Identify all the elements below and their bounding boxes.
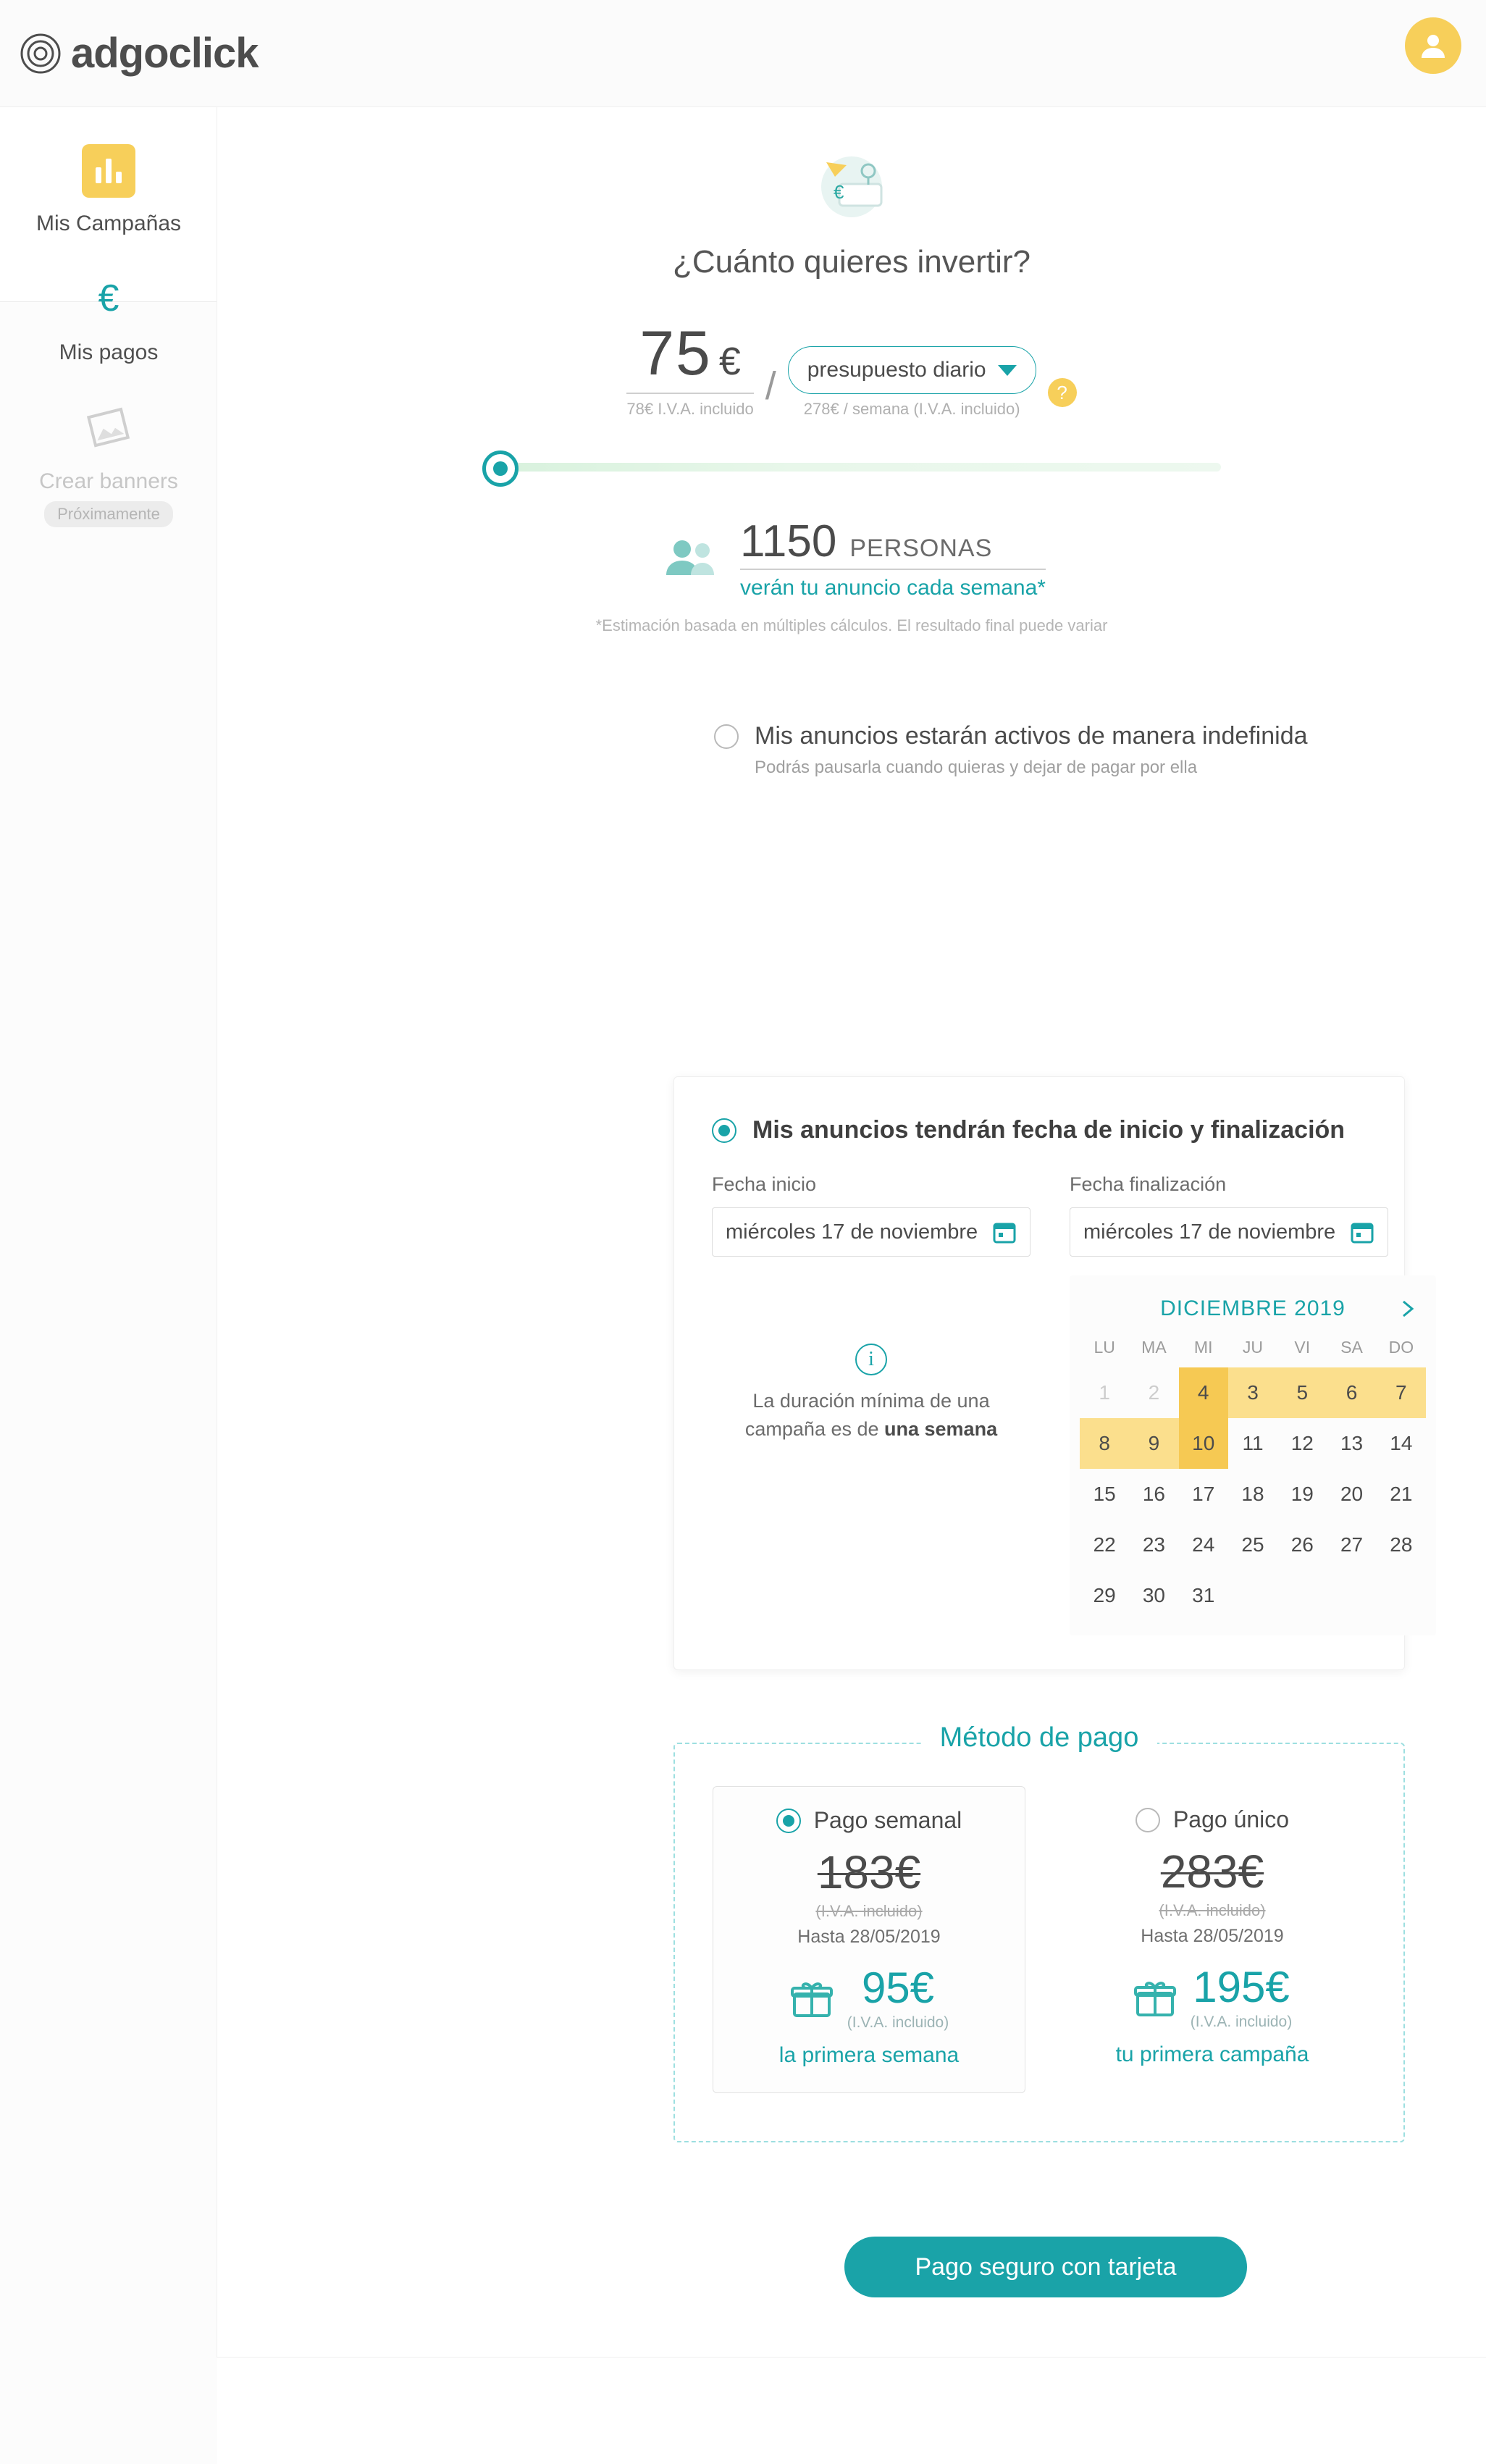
calendar-day[interactable]: 18: [1241, 1483, 1264, 1505]
user-avatar-icon[interactable]: [1405, 17, 1461, 74]
budget-amount-block[interactable]: [626, 318, 753, 419]
calendar-icon[interactable]: [992, 1220, 1017, 1244]
gift-when: tu primera campaña: [1115, 2042, 1309, 2066]
start-date-label: Fecha inicio: [712, 1173, 817, 1195]
calendar-dow: DO: [1388, 1338, 1414, 1357]
duration-note: [712, 1344, 1030, 1443]
reach-number: 1150: [740, 516, 837, 566]
budget-amount[interactable]: 75: [639, 319, 712, 388]
budget-separator: /: [765, 364, 776, 408]
option-dated-label: Mis anuncios tendrán fecha de inicio y finalización: [752, 1116, 1346, 1144]
calendar-day[interactable]: 24: [1192, 1533, 1215, 1556]
start-date-column: [712, 1173, 1030, 1635]
app-header: [0, 0, 1486, 107]
reach-subtitle: verán tu anuncio cada semana*: [740, 576, 1046, 600]
reach-estimate: [217, 516, 1486, 600]
payment-option-weekly[interactable]: [713, 1786, 1025, 2093]
end-date-input[interactable]: [1070, 1207, 1388, 1257]
budget-period-value: presupuesto diario: [807, 358, 986, 382]
banner-image-icon: [0, 395, 217, 462]
calendar-dow: JU: [1242, 1338, 1264, 1357]
calendar-day[interactable]: 26: [1290, 1533, 1314, 1556]
calendar-dow: LU: [1093, 1338, 1115, 1357]
calendar-day[interactable]: 19: [1290, 1483, 1314, 1505]
calendar-day[interactable]: 29: [1093, 1584, 1116, 1606]
money-card-illustration: [783, 107, 920, 225]
payment-price: 283€: [1160, 1845, 1264, 1898]
calendar-day[interactable]: 11: [1242, 1432, 1264, 1454]
calendar-day[interactable]: 9: [1129, 1418, 1178, 1469]
payment-method-title-text: Método de pago: [921, 1722, 1158, 1753]
calendar-day-empty: [1327, 1570, 1376, 1621]
budget-currency: €: [718, 340, 741, 383]
calendar-day[interactable]: 28: [1390, 1533, 1413, 1556]
budget-amount-note: 78€ I.V.A. incluido: [626, 400, 754, 418]
main-content: [217, 107, 1486, 2357]
calendar-day-empty: [1277, 1570, 1327, 1621]
target-rings-icon: [20, 33, 61, 74]
calendar-day[interactable]: 16: [1142, 1483, 1165, 1505]
brand-logo[interactable]: [20, 29, 259, 77]
calendar-day[interactable]: 30: [1142, 1584, 1165, 1606]
budget-row: [217, 318, 1486, 419]
date-picker-calendar: [1070, 1275, 1436, 1635]
calendar-month-title: DICIEMBRE 2019: [1160, 1296, 1346, 1320]
gift-price: 95€: [861, 1964, 935, 2012]
calendar-day[interactable]: 1: [1099, 1381, 1110, 1404]
calendar-dow: SA: [1340, 1338, 1363, 1357]
chevron-down-icon: [998, 365, 1017, 376]
budget-slider[interactable]: [482, 451, 1221, 484]
people-icon: [658, 533, 723, 584]
sidebar-item-label: Mis pagos: [59, 340, 159, 364]
calendar-day[interactable]: 5: [1277, 1367, 1327, 1418]
calendar-day[interactable]: 17: [1192, 1483, 1215, 1505]
reach-word: PERSONAS: [849, 535, 993, 562]
end-date-label: Fecha finalización: [1070, 1173, 1227, 1195]
budget-period-select[interactable]: [788, 346, 1036, 394]
radio-indefinite[interactable]: [714, 724, 739, 749]
calendar-day[interactable]: 20: [1340, 1483, 1364, 1505]
brand-name: adgoclick: [71, 30, 259, 77]
option-indefinite-label: Mis anuncios estarán activos de manera indefinida: [755, 722, 1308, 750]
gift-icon: [789, 1977, 834, 2021]
calendar-day[interactable]: 8: [1080, 1418, 1129, 1469]
end-date-value: miércoles 17 de noviembre: [1083, 1220, 1336, 1244]
calendar-dow: MA: [1141, 1338, 1167, 1357]
payment-option-label: Pago semanal: [813, 1807, 962, 1833]
end-date-column: [1070, 1173, 1436, 1635]
calendar-day[interactable]: 6: [1327, 1367, 1376, 1418]
sidebar-item-banners[interactable]: [0, 365, 217, 527]
calendar-days-grid: [1080, 1367, 1426, 1621]
calendar-day[interactable]: 13: [1340, 1432, 1364, 1454]
calendar-day[interactable]: 12: [1290, 1432, 1314, 1454]
sidebar-item-label: Crear banners: [39, 469, 178, 493]
calendar-day-empty: [1228, 1570, 1277, 1621]
calendar-day[interactable]: 31: [1192, 1584, 1215, 1606]
calendar-day[interactable]: 27: [1340, 1533, 1364, 1556]
svg-text:€: €: [834, 181, 844, 203]
calendar-dow: MI: [1193, 1338, 1213, 1357]
calendar-day[interactable]: 2: [1148, 1381, 1160, 1404]
bar-chart-icon: [0, 138, 217, 204]
svg-text:€: €: [98, 277, 119, 319]
radio-dated[interactable]: [712, 1118, 736, 1143]
gift-price-iva: (I.V.A. incluido): [847, 2014, 949, 2031]
start-date-value: miércoles 17 de noviembre: [726, 1220, 978, 1244]
duration-note-bold: una semana: [884, 1418, 998, 1441]
coming-soon-badge: Próximamente: [44, 501, 173, 527]
page-title: ¿Cuánto quieres invertir?: [672, 244, 1030, 280]
gift-when: la primera semana: [778, 2043, 960, 2067]
calendar-day[interactable]: 7: [1377, 1367, 1426, 1418]
calendar-day[interactable]: 10: [1179, 1418, 1228, 1469]
payment-price-iva: (I.V.A. incluido): [815, 1902, 923, 1920]
option-indefinite[interactable]: [217, 722, 1486, 778]
payment-until: Hasta 28/05/2019: [797, 1927, 941, 1947]
calendar-day[interactable]: 23: [1142, 1533, 1165, 1556]
calendar-day[interactable]: 15: [1093, 1483, 1116, 1505]
payment-price-iva: (I.V.A. incluido): [1159, 1901, 1266, 1919]
payment-price: 183€: [817, 1846, 921, 1898]
slider-track[interactable]: [514, 463, 1221, 472]
option-indefinite-subtitle: Podrás pausarla cuando quieras y dejar de pagar por ella: [755, 758, 1198, 777]
payment-option-label: Pago único: [1172, 1806, 1290, 1832]
dates-card: [673, 1076, 1414, 1670]
payment-until: Hasta 28/05/2019: [1141, 1926, 1284, 1946]
reach-disclaimer: *Estimación basada en múltiples cálculos. El resultado final puede variar: [595, 616, 1108, 634]
sidebar-item-label: Mis Campañas: [35, 211, 182, 235]
radio-payment-single[interactable]: [1136, 1808, 1160, 1832]
gift-price-iva: (I.V.A. incluido): [1190, 2013, 1293, 2030]
sidebar-item-campaigns[interactable]: [0, 107, 217, 236]
gift-price: 195€: [1193, 1963, 1290, 2011]
calendar-dow: VI: [1294, 1338, 1311, 1357]
calendar-day[interactable]: 21: [1390, 1483, 1413, 1505]
sidebar: [0, 107, 217, 2357]
calendar-day[interactable]: 22: [1093, 1533, 1116, 1556]
calendar-day[interactable]: 4: [1179, 1367, 1228, 1418]
sidebar-item-payments[interactable]: [0, 236, 217, 365]
calendar-day[interactable]: 14: [1390, 1432, 1413, 1454]
info-icon: i: [855, 1344, 887, 1375]
chevron-right-icon[interactable]: [1394, 1296, 1420, 1322]
start-date-input[interactable]: [712, 1207, 1030, 1257]
calendar-day-empty: [1377, 1570, 1426, 1621]
slider-knob[interactable]: [482, 451, 519, 487]
calendar-day[interactable]: 3: [1228, 1367, 1277, 1418]
secure-card-payment-button[interactable]: Pago seguro con tarjeta: [844, 2237, 1247, 2297]
calendar-day[interactable]: 25: [1241, 1533, 1264, 1556]
gift-icon: [1133, 1976, 1178, 2021]
help-icon[interactable]: ?: [1048, 378, 1077, 407]
calendar-icon[interactable]: [1350, 1220, 1374, 1244]
euro-icon: [0, 267, 217, 333]
sidebar-lower-panel: [0, 301, 217, 2464]
radio-payment-weekly[interactable]: [776, 1809, 801, 1833]
budget-period-block: [788, 346, 1036, 419]
option-dated[interactable]: [674, 1077, 1404, 1144]
duration-note-line2: campaña es de: [744, 1418, 885, 1441]
calendar-dow-row: [1080, 1332, 1426, 1367]
budget-period-note: 278€ / semana (I.V.A. incluido): [803, 400, 1020, 418]
duration-note-line1: La duración mínima de una: [752, 1390, 990, 1412]
payment-method-title: [675, 1722, 1403, 1753]
payment-option-single[interactable]: [1056, 1786, 1369, 2093]
payment-method-section: [673, 1722, 1405, 2142]
